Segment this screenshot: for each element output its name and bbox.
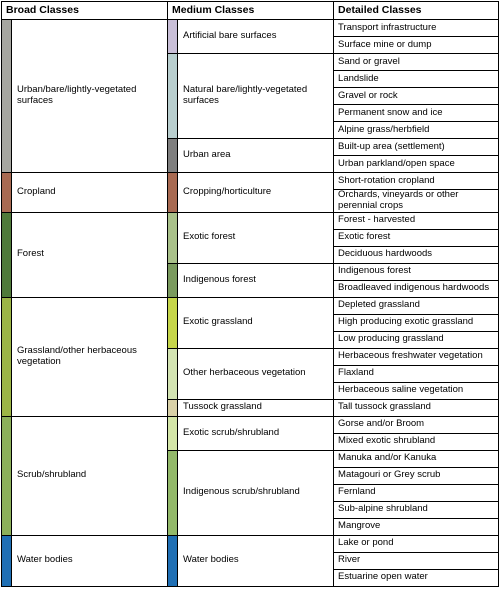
table-row (2, 416, 499, 433)
detailed-class-label: Landslide (334, 71, 499, 88)
medium-class-color-swatch (168, 399, 178, 416)
medium-class-color-swatch (168, 450, 178, 535)
medium-class-color-swatch (168, 54, 178, 139)
detailed-class-label: Mixed exotic shrubland (334, 433, 499, 450)
medium-class-label: Tussock grassland (178, 399, 334, 416)
medium-class-label: Water bodies (178, 535, 334, 586)
medium-class-label: Artificial bare surfaces (178, 20, 334, 54)
detailed-class-label: Deciduous hardwoods (334, 246, 499, 263)
detailed-class-label: Surface mine or dump (334, 37, 499, 54)
detailed-class-label: Fernland (334, 484, 499, 501)
header-detailed-classes: Detailed Classes (334, 2, 499, 20)
detailed-class-label: Low producing grassland (334, 331, 499, 348)
detailed-class-label: Gravel or rock (334, 88, 499, 105)
broad-class-label: Grassland/other herbaceous vegetation (12, 297, 168, 416)
detailed-class-label: Matagouri or Grey scrub (334, 467, 499, 484)
detailed-class-label: Built-up area (settlement) (334, 139, 499, 156)
broad-class-label: Water bodies (12, 535, 168, 586)
broad-class-label: Scrub/shrubland (12, 416, 168, 535)
detailed-class-label: Broadleaved indigenous hardwoods (334, 280, 499, 297)
broad-class-color-swatch (2, 535, 12, 586)
medium-class-color-swatch (168, 212, 178, 263)
detailed-class-label: Urban parkland/open space (334, 156, 499, 173)
detailed-class-label: Sand or gravel (334, 54, 499, 71)
detailed-class-label: High producing exotic grassland (334, 314, 499, 331)
detailed-class-label: Exotic forest (334, 229, 499, 246)
detailed-class-label: Sub-alpine shrubland (334, 501, 499, 518)
medium-class-label: Exotic scrub/shrubland (178, 416, 334, 450)
medium-class-label: Exotic forest (178, 212, 334, 263)
table-row (2, 173, 499, 190)
table-row (2, 297, 499, 314)
medium-class-color-swatch (168, 416, 178, 450)
detailed-class-label: Indigenous forest (334, 263, 499, 280)
medium-class-color-swatch (168, 263, 178, 297)
medium-class-color-swatch (168, 348, 178, 399)
detailed-class-label: Alpine grass/herbfield (334, 122, 499, 139)
broad-class-label: Urban/bare/lightly-vegetated surfaces (12, 20, 168, 173)
detailed-class-label: Lake or pond (334, 535, 499, 552)
table-row (2, 212, 499, 229)
header-row (2, 2, 499, 20)
medium-class-label: Indigenous scrub/shrubland (178, 450, 334, 535)
detailed-class-label: River (334, 552, 499, 569)
detailed-class-label: Short-rotation cropland (334, 173, 499, 190)
header-medium-classes: Medium Classes (168, 2, 334, 20)
broad-class-color-swatch (2, 416, 12, 535)
detailed-class-label: Orchards, vineyards or other perennial crops (334, 190, 499, 213)
detailed-class-label: Flaxland (334, 365, 499, 382)
medium-class-label: Other herbaceous vegetation (178, 348, 334, 399)
medium-class-label: Natural bare/lightly-vegetated surfaces (178, 54, 334, 139)
detailed-class-label: Estuarine open water (334, 569, 499, 586)
detailed-class-label: Forest - harvested (334, 212, 499, 229)
detailed-class-label: Permanent snow and ice (334, 105, 499, 122)
medium-class-label: Cropping/horticulture (178, 173, 334, 213)
header-broad-classes: Broad Classes (2, 2, 168, 20)
broad-class-label: Cropland (12, 173, 168, 213)
medium-class-color-swatch (168, 173, 178, 213)
table-row (2, 20, 499, 37)
medium-class-label: Urban area (178, 139, 334, 173)
detailed-class-label: Mangrove (334, 518, 499, 535)
medium-class-color-swatch (168, 535, 178, 586)
medium-class-color-swatch (168, 139, 178, 173)
medium-class-label: Indigenous forest (178, 263, 334, 297)
broad-class-color-swatch (2, 173, 12, 213)
broad-class-color-swatch (2, 20, 12, 173)
land-cover-classes-table (1, 1, 499, 587)
detailed-class-label: Gorse and/or Broom (334, 416, 499, 433)
broad-class-label: Forest (12, 212, 168, 297)
detailed-class-label: Tall tussock grassland (334, 399, 499, 416)
medium-class-color-swatch (168, 297, 178, 348)
detailed-class-label: Depleted grassland (334, 297, 499, 314)
detailed-class-label: Herbaceous freshwater vegetation (334, 348, 499, 365)
detailed-class-label: Manuka and/or Kanuka (334, 450, 499, 467)
detailed-class-label: Transport infrastructure (334, 20, 499, 37)
broad-class-color-swatch (2, 212, 12, 297)
medium-class-color-swatch (168, 20, 178, 54)
broad-class-color-swatch (2, 297, 12, 416)
table-body (2, 20, 499, 587)
detailed-class-label: Herbaceous saline vegetation (334, 382, 499, 399)
table-row (2, 535, 499, 552)
medium-class-label: Exotic grassland (178, 297, 334, 348)
